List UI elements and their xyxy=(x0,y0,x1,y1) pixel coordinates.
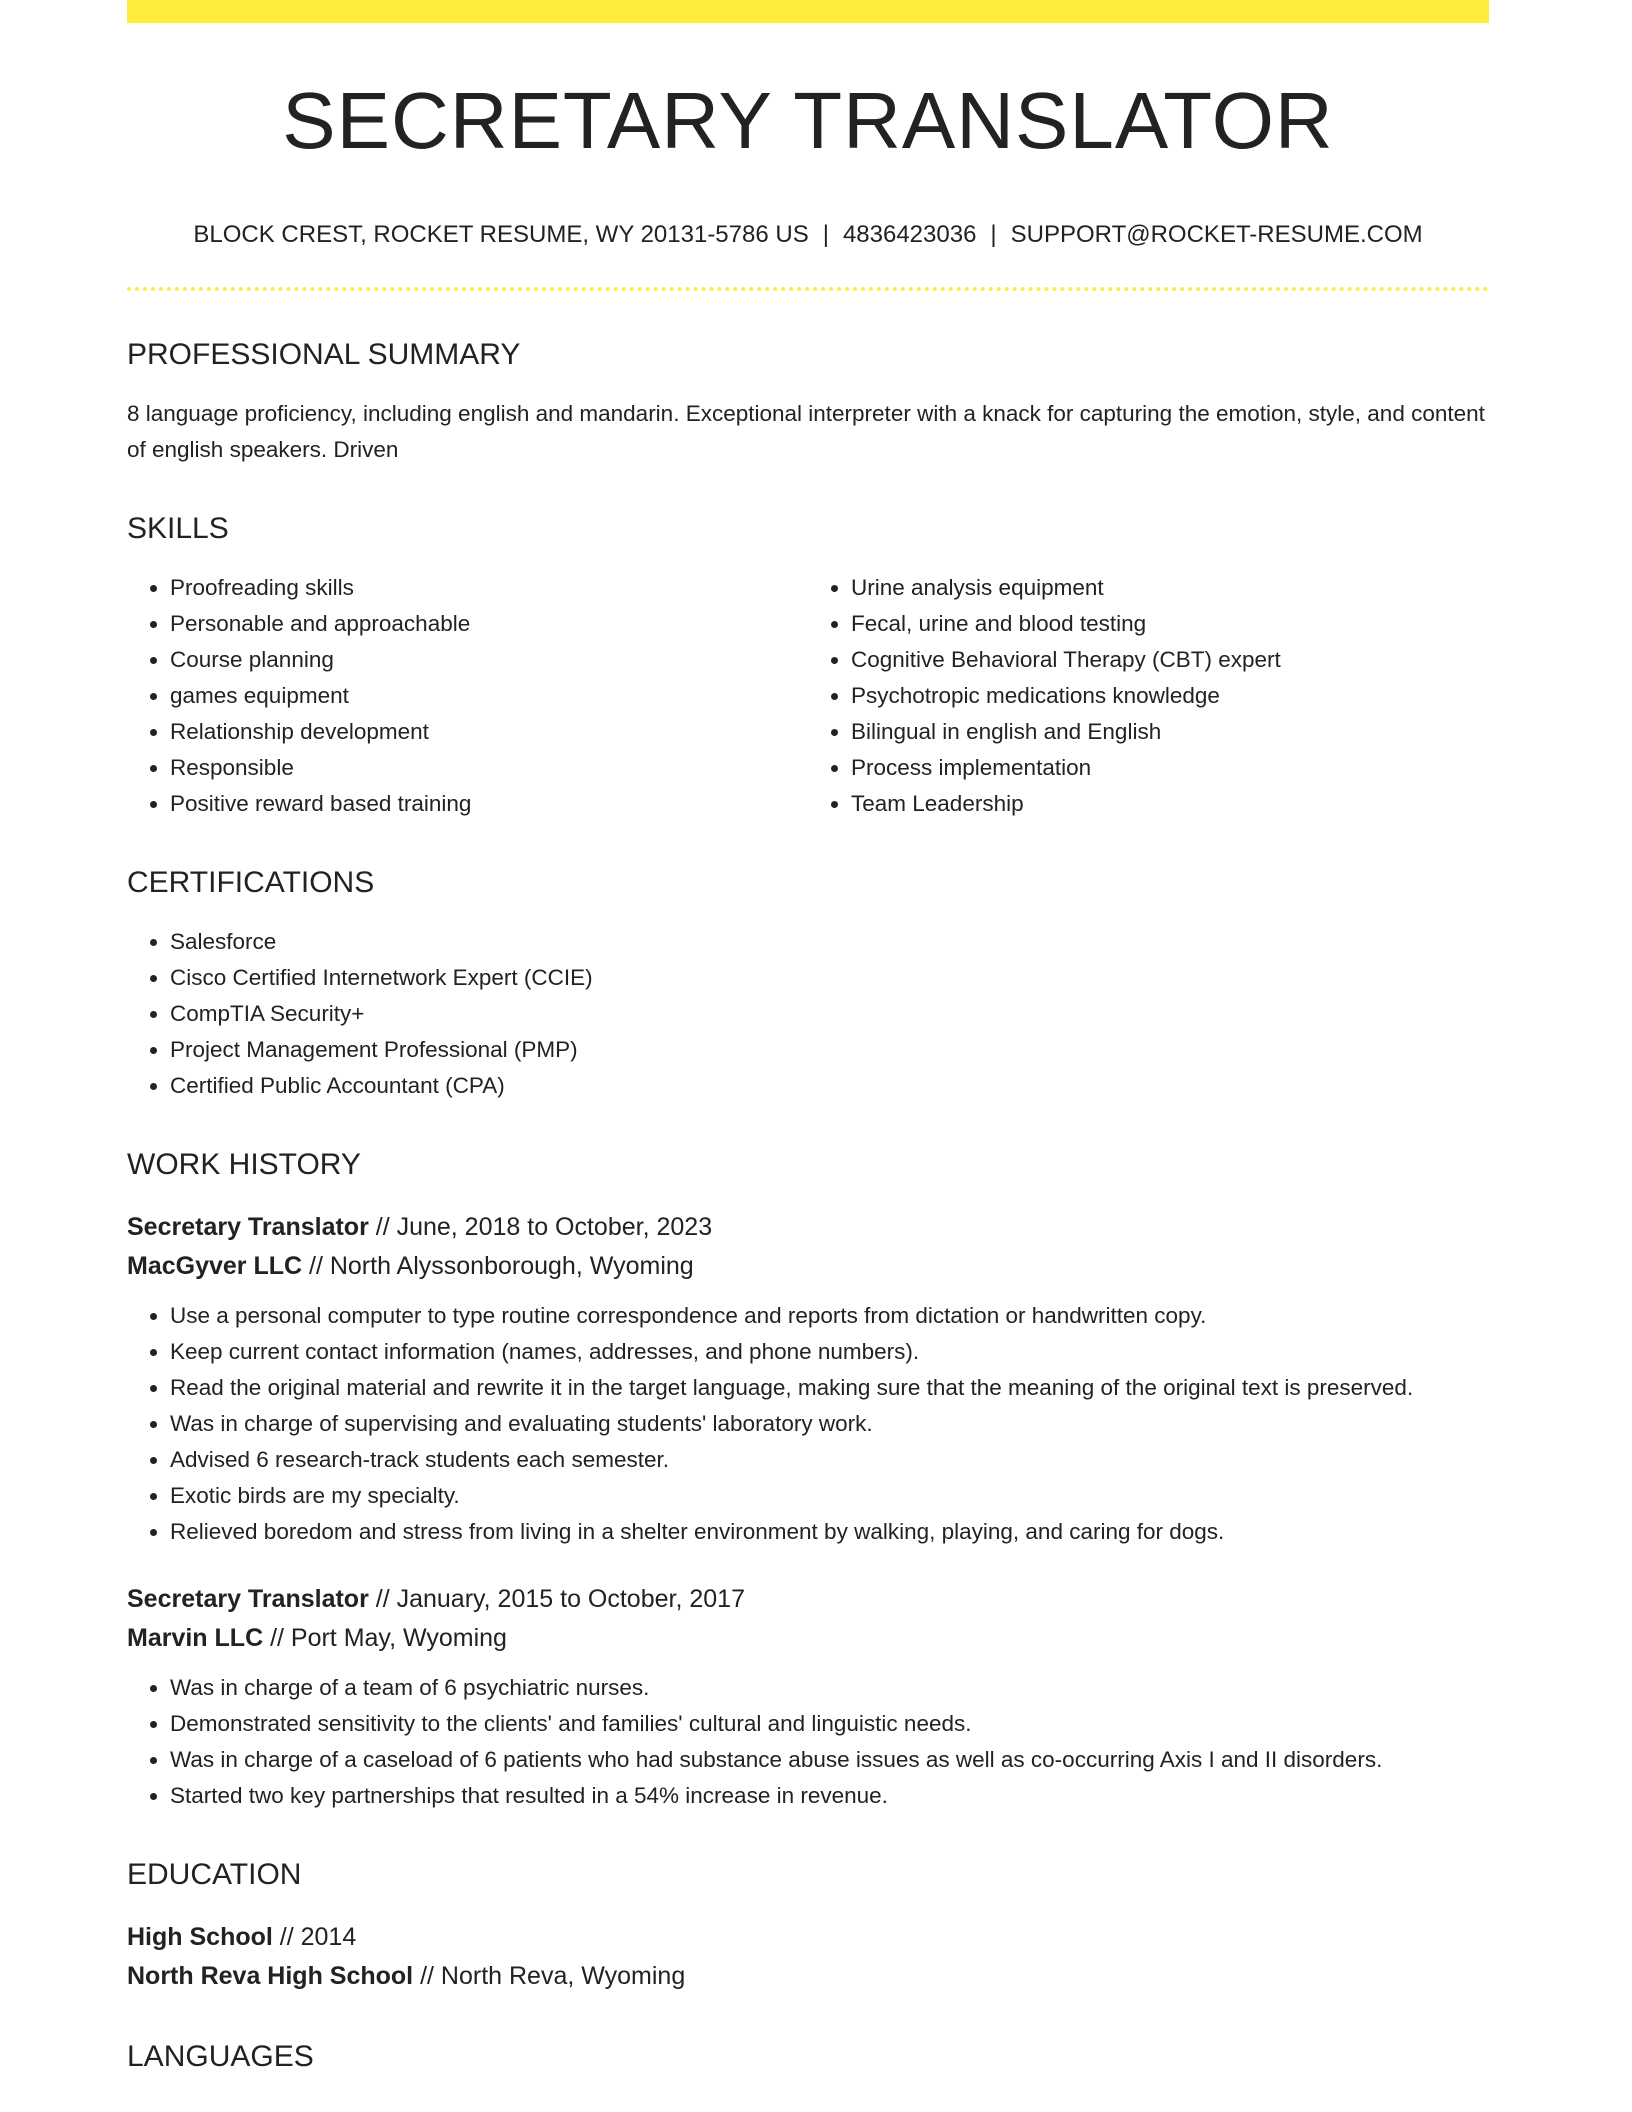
summary-section xyxy=(127,340,1489,468)
job-bullet: • Use a personal computer to type routine correspondence and reports from dictation or handwritten copy. xyxy=(170,1298,1489,1334)
certification-item: • Salesforce xyxy=(170,924,1489,960)
work-history-section xyxy=(127,1150,1489,1814)
certification-item: • Cisco Certified Internetwork Expert (CCIE) xyxy=(170,960,1489,996)
job-bullet: • Was in charge of a caseload of 6 patients who had substance abuse issues as well as co-occurring Axis I and II disorders. xyxy=(170,1742,1489,1778)
job-bullet: • Advised 6 research-track students each semester. xyxy=(170,1442,1489,1478)
job-dates: // June, 2018 to October, 2023 xyxy=(368,1213,713,1241)
skill-item: • Relationship development xyxy=(170,714,808,750)
contact-email[interactable]: SUPPORT@ROCKET-RESUME.COM xyxy=(1010,221,1423,248)
certification-item: • Certified Public Accountant (CPA) xyxy=(170,1068,1489,1104)
job-company: Marvin LLC xyxy=(127,1624,264,1652)
summary-text: 8 language proficiency, including english and mandarin. Exceptional interpreter with a knack for capturing the emotion, style, and content of english speakers. Driven xyxy=(127,401,1485,462)
job-bullet: • Relieved boredom and stress from living in a shelter environment by walking, playing, and caring for dogs. xyxy=(170,1514,1489,1550)
dotted-divider xyxy=(127,287,1489,291)
certifications-list xyxy=(127,924,1489,1104)
education-location: // North Reva, Wyoming xyxy=(413,1962,686,1990)
skill-item: • Positive reward based training xyxy=(170,786,808,822)
skill-item: • Team Leadership xyxy=(851,786,1489,822)
job-bullet: • Was in charge of a team of 6 psychiatric nurses. xyxy=(170,1670,1489,1706)
job-bullets xyxy=(127,1670,1489,1814)
job-location: // Port May, Wyoming xyxy=(263,1624,507,1652)
certification-item: • CompTIA Security+ xyxy=(170,996,1489,1032)
skill-item: • games equipment xyxy=(170,678,808,714)
certifications-section xyxy=(127,868,1489,1104)
skills-list-right xyxy=(808,570,1489,822)
section-heading-certifications: CERTIFICATIONS xyxy=(127,866,375,899)
job-title: Secretary Translator xyxy=(127,1585,369,1613)
job-entry xyxy=(127,1208,1489,1550)
skill-item: • Cognitive Behavioral Therapy (CBT) expert xyxy=(851,642,1489,678)
contact-phone: 4836423036 xyxy=(842,221,977,248)
job-dates: // January, 2015 to October, 2017 xyxy=(368,1585,745,1613)
section-heading-work-history: WORK HISTORY xyxy=(127,1148,361,1181)
contact-separator: | xyxy=(822,221,829,248)
resume-page xyxy=(127,0,1489,2072)
skill-item: • Course planning xyxy=(170,642,808,678)
skill-item: • Process implementation xyxy=(851,750,1489,786)
contact-separator: | xyxy=(990,221,997,248)
section-heading-languages: LANGUAGES xyxy=(127,2040,314,2073)
education-year: // 2014 xyxy=(272,1923,357,1951)
job-bullets xyxy=(127,1298,1489,1550)
skill-item: • Proofreading skills xyxy=(170,570,808,606)
education-school: North Reva High School xyxy=(127,1962,414,1990)
skills-section xyxy=(127,514,1489,822)
job-bullet: • Was in charge of supervising and evaluating students' laboratory work. xyxy=(170,1406,1489,1442)
job-bullet: • Read the original material and rewrite it in the target language, making sure that the meaning of the original text is preserved. xyxy=(170,1370,1489,1406)
skills-list-left xyxy=(127,570,808,822)
section-heading-summary: PROFESSIONAL SUMMARY xyxy=(127,338,521,371)
job-bullet: • Started two key partnerships that resulted in a 54% increase in revenue. xyxy=(170,1778,1489,1814)
education-entry xyxy=(127,1918,1489,1996)
job-location: // North Alyssonborough, Wyoming xyxy=(302,1252,694,1280)
job-title: Secretary Translator xyxy=(127,1213,369,1241)
education-degree: High School xyxy=(127,1923,273,1951)
job-company: MacGyver LLC xyxy=(127,1252,303,1280)
skill-item: • Urine analysis equipment xyxy=(851,570,1489,606)
top-accent-bar xyxy=(127,0,1489,23)
skill-item: • Bilingual in english and English xyxy=(851,714,1489,750)
job-title-line xyxy=(127,1208,1489,1286)
job-bullet: • Demonstrated sensitivity to the clients' and families' cultural and linguistic needs. xyxy=(170,1706,1489,1742)
skill-item: • Psychotropic medications knowledge xyxy=(851,678,1489,714)
job-bullet: • Exotic birds are my specialty. xyxy=(170,1478,1489,1514)
job-bullet: • Keep current contact information (names, addresses, and phone numbers). xyxy=(170,1334,1489,1370)
education-section xyxy=(127,1860,1489,1996)
job-title-line xyxy=(127,1580,1489,1658)
languages-section xyxy=(127,2042,1489,2072)
contact-address: BLOCK CREST, ROCKET RESUME, WY 20131-5786 US xyxy=(193,221,809,248)
certification-item: • Project Management Professional (PMP) xyxy=(170,1032,1489,1068)
section-heading-skills: SKILLS xyxy=(127,512,229,545)
section-heading-education: EDUCATION xyxy=(127,1858,302,1891)
candidate-name: SECRETARY TRANSLATOR xyxy=(282,76,1334,165)
skill-item: • Responsible xyxy=(170,750,808,786)
skills-columns xyxy=(127,570,1489,822)
contact-line xyxy=(127,223,1489,247)
skill-item: • Personable and approachable xyxy=(170,606,808,642)
job-entry xyxy=(127,1580,1489,1814)
skill-item: • Fecal, urine and blood testing xyxy=(851,606,1489,642)
